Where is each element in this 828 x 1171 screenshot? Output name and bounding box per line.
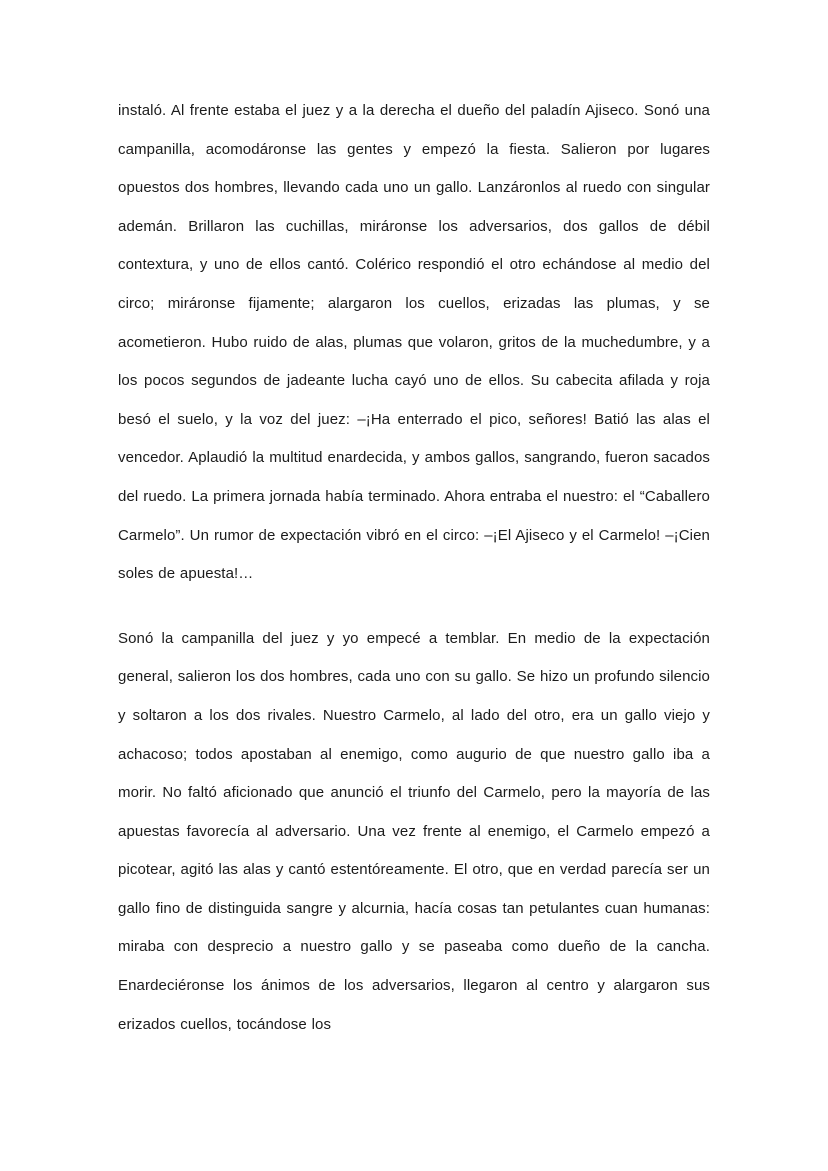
- paragraph: instaló. Al frente estaba el juez y a la derecha el dueño del paladín Ajiseco. Sonó una campanilla, acomodáronse las gentes y empezó la fiesta. Salieron por lugares opuestos dos hombres, llevando cada uno un gallo. Lanzáronlos al ruedo con singular ademán. Brillaron las cuchillas, miráronse los adversarios, dos gallos de débil contextura, y uno de ellos cantó. Colérico respondió el otro echándose al medio del circo; miráronse fijamente; alargaron los cuellos, erizadas las plumas, y se acometieron. Hubo ruido de alas, plumas que volaron, gritos de la muchedumbre, y a los pocos segundos de jadeante lucha cayó uno de ellos. Su cabecita afilada y roja besó el suelo, y la voz del juez: –¡Ha enterrado el pico, señores! Batió las alas el vencedor. Aplaudió la multitud enardecida, y ambos gallos, sangrando, fueron sacados del ruedo. La primera jornada había terminado. Ahora entraba el nuestro: el “Caballero Carmelo”. Un rumor de expectación vibró en el circo: –¡El Ajiseco y el Carmelo! –¡Cien soles de apuesta!…: [118, 102, 710, 583]
- document-body-text: [118, 92, 710, 1070]
- paragraph: Sonó la campanilla del juez y yo empecé a temblar. En medio de la expectación general, salieron los dos hombres, cada uno con su gallo. Se hizo un profundo silencio y soltaron a los dos rivales. Nuestro Carmelo, al lado del otro, era un gallo viejo y achacoso; todos apostaban al enemigo, como augurio de que nuestro gallo iba a morir. No faltó aficionado que anunció el triunfo del Carmelo, pero la mayoría de las apuestas favorecía al adversario. Una vez frente al enemigo, el Carmelo empezó a picotear, agitó las alas y cantó estentóreamente. El otro, que en verdad parecía ser un gallo fino de distinguida sangre y alcurnia, hacía cosas tan petulantes cuan humanas: miraba con desprecio a nuestro gallo y se paseaba como dueño de la cancha. Enardeciéronse los ánimos de los adversarios, llegaron al centro y alargaron sus erizados cuellos, tocándose los: [118, 629, 710, 1033]
